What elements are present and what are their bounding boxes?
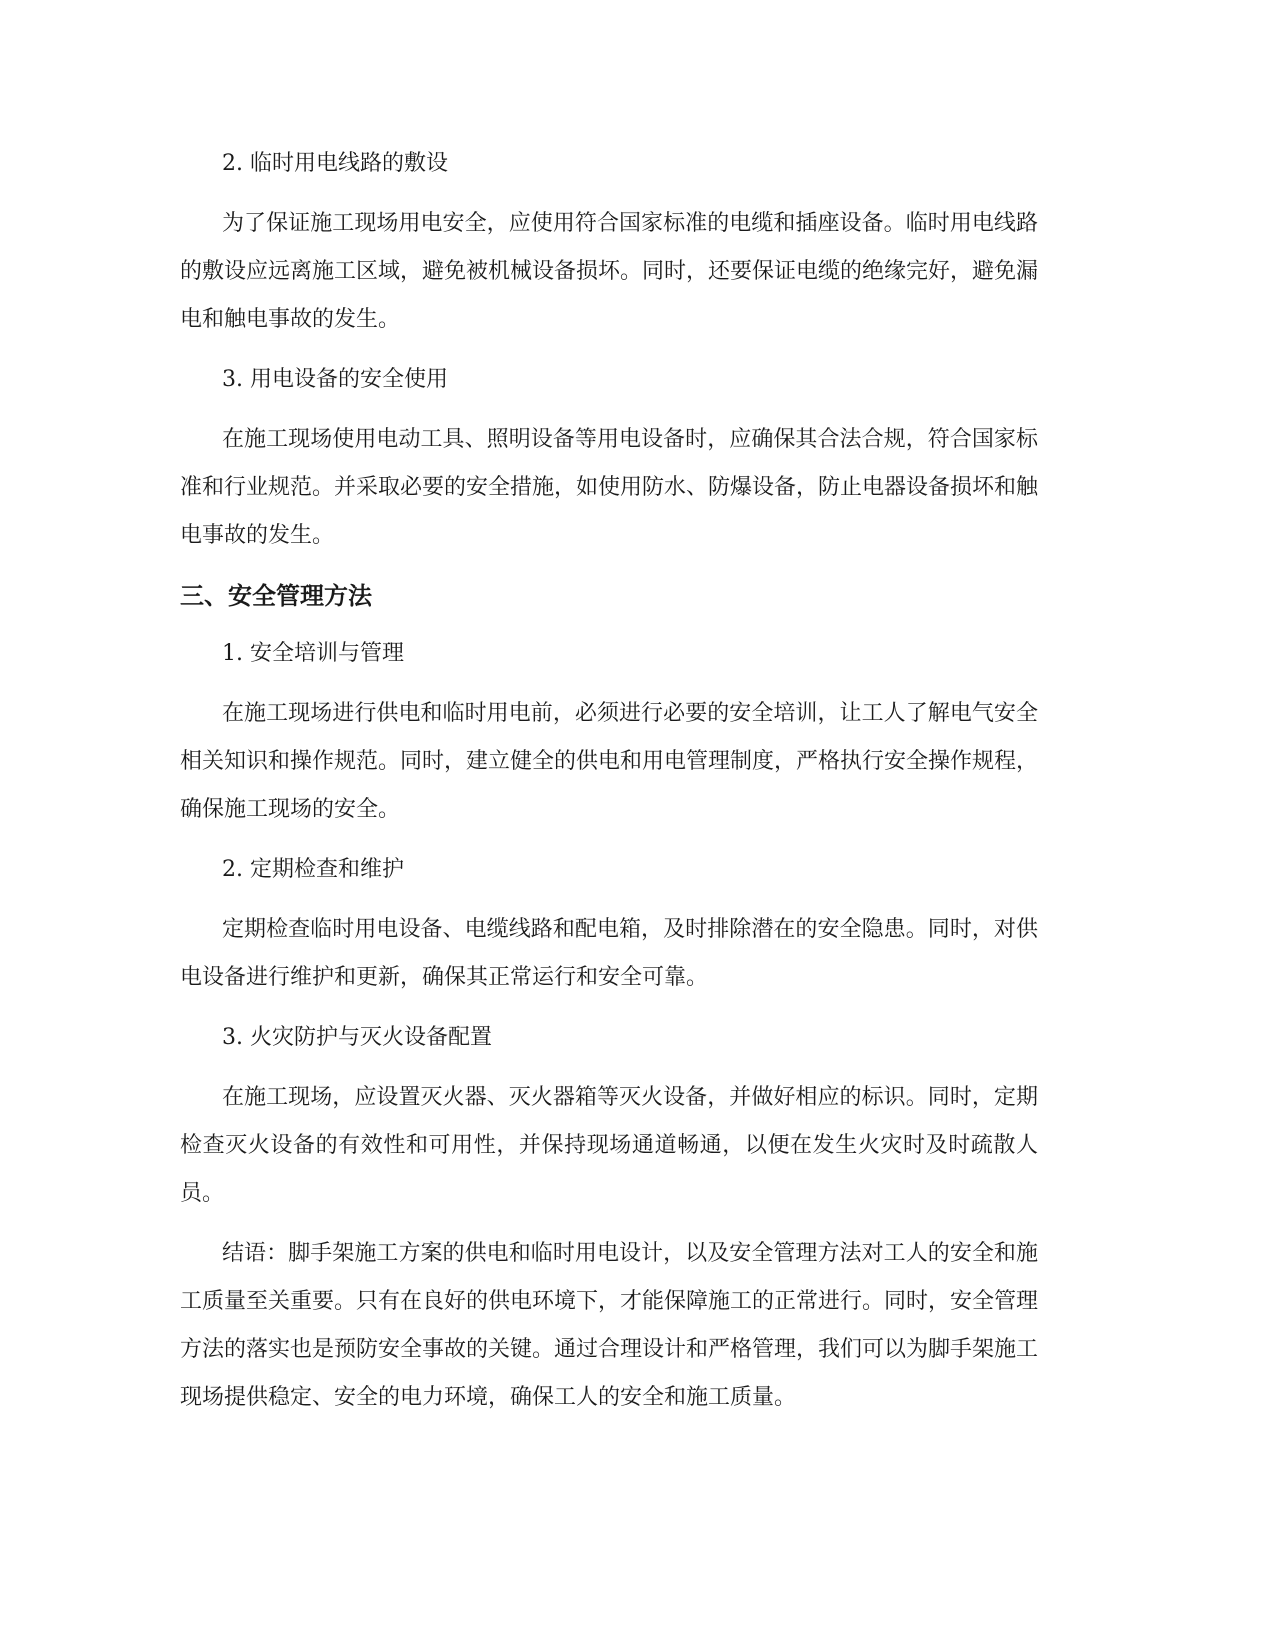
paragraph-inspection: 定期检查临时用电设备、电缆线路和配电箱，及时排除潜在的安全隐患。同时，对供电设备进行维护和更新，确保其正常运行和安全可靠。: [180, 917, 1038, 990]
item-title-inspection: 2. 定期检查和维护: [222, 857, 404, 882]
paragraph-fire-protection: 在施工现场，应设置灭火器、灭火器箱等灭火设备，并做好相应的标识。同时，定期检查灭火设备的有效性和可用性，并保持现场通道畅通，以便在发生火灾时及时疏散人员。: [180, 1085, 1038, 1206]
item-title-fire-protection: 3. 火灾防护与灭火设备配置: [222, 1025, 492, 1050]
section-heading-safety-management: 三、安全管理方法: [180, 582, 372, 610]
item-title-wiring: 2. 临时用电线路的敷设: [222, 151, 448, 176]
document-page: [180, 140, 1038, 1434]
paragraph-wiring: 为了保证施工现场用电安全，应使用符合国家标准的电缆和插座设备。临时用电线路的敷设应远离施工区域，避免被机械设备损坏。同时，还要保证电缆的绝缘完好，避免漏电和触电事故的发生。: [180, 211, 1039, 332]
item-title-training: 1. 安全培训与管理: [222, 641, 404, 666]
paragraph-training: 在施工现场进行供电和临时用电前，必须进行必要的安全培训，让工人了解电气安全相关知识和操作规范。同时，建立健全的供电和用电管理制度，严格执行安全操作规程，确保施工现场的安全。: [180, 701, 1039, 822]
item-title-equipment-use: 3. 用电设备的安全使用: [222, 367, 448, 392]
paragraph-equipment-use: 在施工现场使用电动工具、照明设备等用电设备时，应确保其合法合规，符合国家标准和行业规范。并采取必要的安全措施，如使用防水、防爆设备，防止电器设备损坏和触电事故的发生。: [180, 427, 1039, 548]
paragraph-conclusion: 结语：脚手架施工方案的供电和临时用电设计，以及安全管理方法对工人的安全和施工质量至关重要。只有在良好的供电环境下，才能保障施工的正常进行。同时，安全管理方法的落实也是预防安全事故的关键。通过合理设计和严格管理，我们可以为脚手架施工现场提供稳定、安全的电力环境，确保工人的安全和施工质量。: [180, 1241, 1039, 1410]
